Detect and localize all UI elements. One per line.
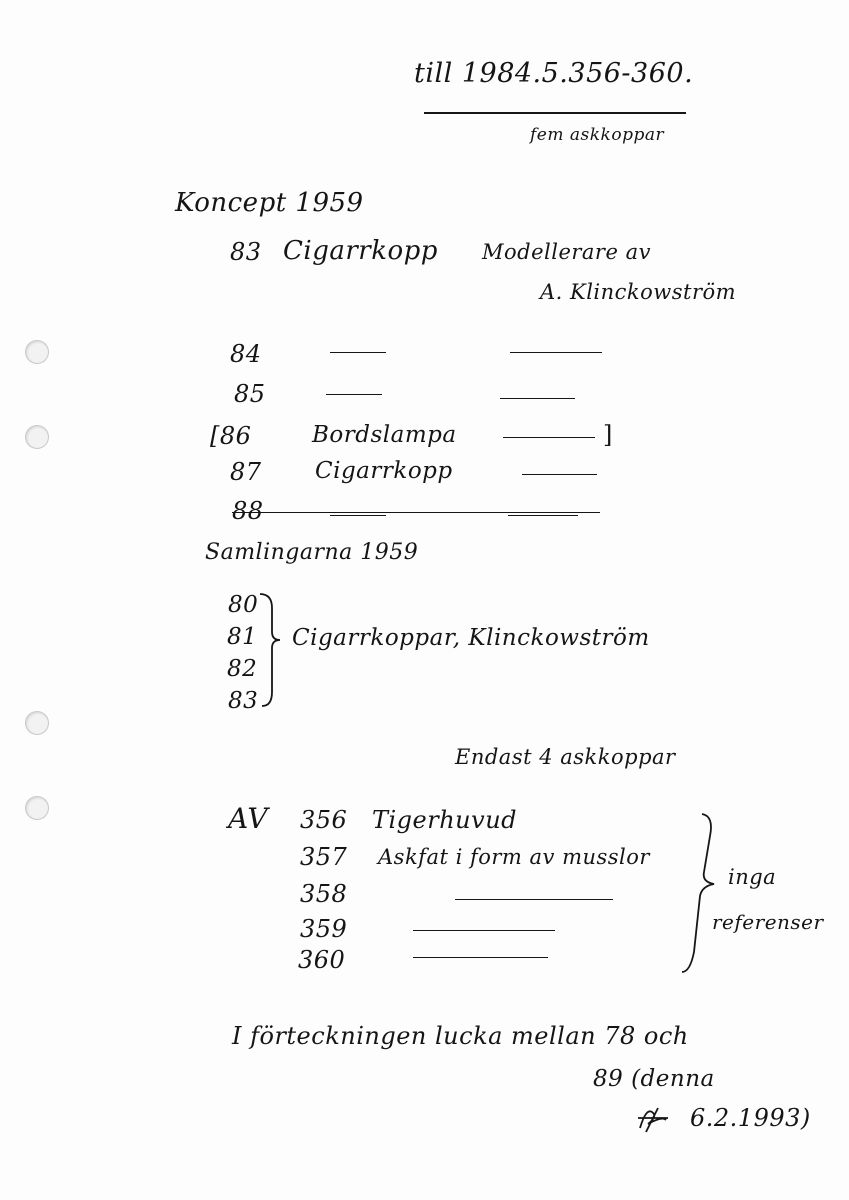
av-label: AV — [228, 802, 269, 835]
collection-num: 83 — [228, 688, 259, 714]
collection-num: 82 — [227, 656, 258, 682]
collection-label: Cigarrkoppar, Klinckowström — [292, 625, 650, 651]
av-num: 359 — [300, 915, 348, 943]
concept-num: 84 — [230, 340, 262, 368]
ditto-mark — [413, 930, 555, 931]
footer-line1: I förteckningen lucka mellan 78 och — [232, 1022, 689, 1050]
concept-num: 83 — [230, 238, 262, 266]
av-brace — [680, 812, 720, 974]
ditto-mark — [503, 437, 595, 438]
brace-note: inga — [728, 865, 777, 889]
ditto-mark — [508, 515, 578, 516]
ditto-mark — [522, 474, 597, 475]
av-item: Tigerhuvud — [372, 806, 518, 834]
av-num: 360 — [298, 946, 346, 974]
punch-hole — [25, 425, 49, 449]
punch-hole — [25, 340, 49, 364]
concept-num: [86 — [210, 422, 252, 450]
concept-item: Cigarrkopp — [315, 458, 453, 484]
concept-note: A. Klinckowström — [540, 280, 737, 304]
concept-item: Bordslampa — [312, 422, 457, 448]
av-item: Askfat i form av musslor — [378, 845, 650, 869]
only-heading: Endast 4 askkoppar — [455, 745, 676, 769]
concept-num: 85 — [234, 380, 266, 408]
concept-heading: Koncept 1959 — [175, 188, 364, 218]
ditto-mark — [413, 957, 548, 958]
concept-num: 87 — [230, 458, 262, 486]
ditto-mark — [455, 899, 613, 900]
av-num: 357 — [300, 843, 348, 871]
footer-signature: 6.2.1993) — [690, 1104, 811, 1132]
punch-hole — [25, 711, 49, 735]
signature-monogram — [636, 1106, 670, 1134]
footer-line2: 89 (denna — [593, 1066, 715, 1092]
bracket-close: ] — [603, 421, 613, 449]
ditto-mark — [326, 394, 382, 395]
av-num: 358 — [300, 880, 348, 908]
strike-through-line — [232, 512, 600, 513]
ditto-mark — [330, 352, 386, 353]
ditto-mark — [330, 515, 386, 516]
header-underline — [424, 112, 686, 114]
ditto-mark — [510, 352, 602, 353]
header-subtitle: fem askkoppar — [530, 125, 665, 145]
punch-hole — [25, 796, 49, 820]
ditto-mark — [500, 398, 575, 399]
brace-note: referenser — [712, 910, 824, 934]
collection-brace — [258, 592, 288, 708]
av-num: 356 — [300, 806, 348, 834]
concept-num: 88 — [232, 497, 264, 525]
collection-num: 81 — [227, 624, 258, 650]
collection-num: 80 — [228, 592, 259, 618]
collection-heading: Samlingarna 1959 — [205, 540, 419, 565]
concept-item: Cigarrkopp — [283, 236, 438, 266]
header-ref: till 1984.5.356-360. — [414, 58, 694, 89]
concept-note: Modellerare av — [482, 240, 651, 264]
